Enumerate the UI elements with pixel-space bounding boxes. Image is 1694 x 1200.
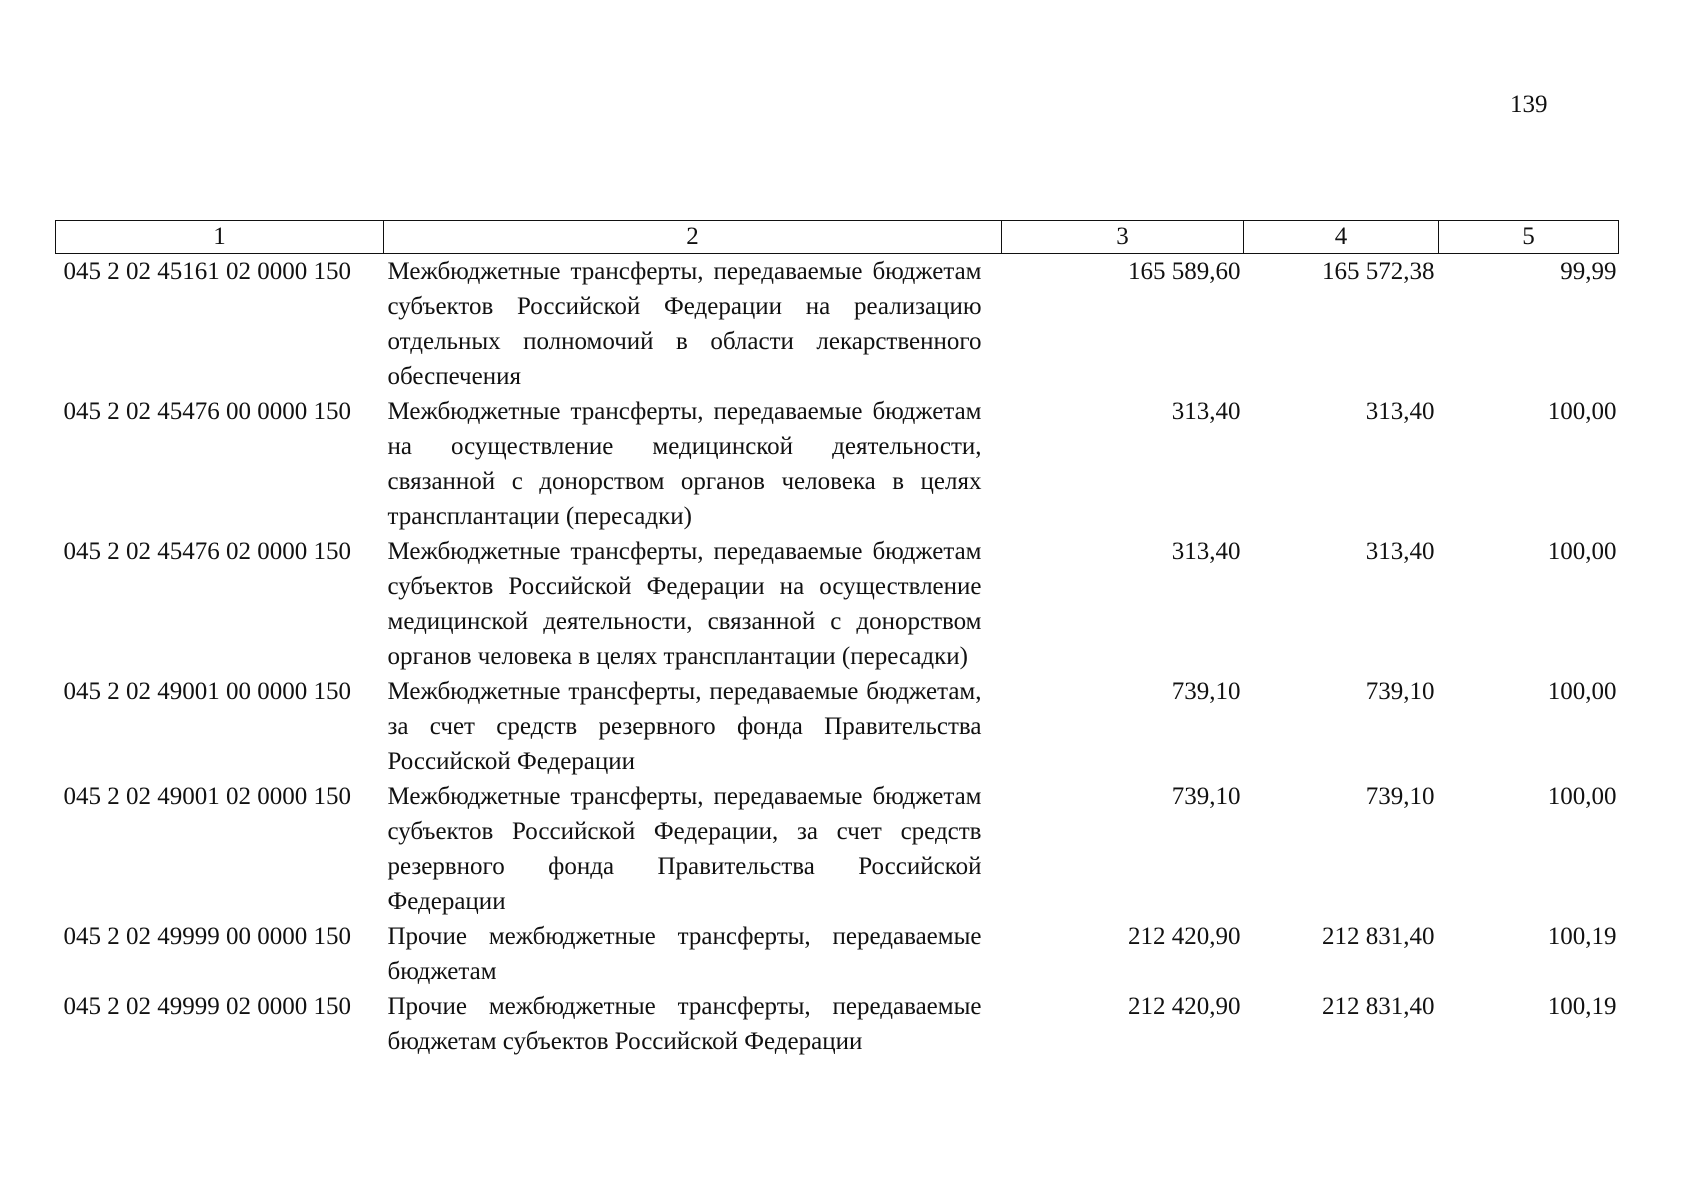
executed-value: 739,10 xyxy=(1365,678,1435,705)
row-description: Межбюджетные трансферты, передаваемые бюджетам субъектов Российской Федерации, за счет средств резервного фонда Правительства Российской Федерации xyxy=(387,783,982,915)
table-row xyxy=(56,394,1619,534)
page-number: 139 xyxy=(1510,91,1548,118)
executed-value: 165 572,38 xyxy=(1322,258,1435,285)
budget-code: 045 2 02 45161 02 0000 150 xyxy=(63,258,351,285)
percent-value: 100,00 xyxy=(1547,678,1617,705)
budget-code: 045 2 02 49999 02 0000 150 xyxy=(63,993,351,1020)
row-description: Прочие межбюджетные трансферты, передаваемые бюджетам субъектов Российской Федерации xyxy=(387,993,982,1055)
budget-table xyxy=(55,220,1619,1059)
percent-value: 100,19 xyxy=(1547,923,1617,950)
table-body xyxy=(56,254,1619,1060)
percent-value: 100,19 xyxy=(1547,993,1617,1020)
budget-code: 045 2 02 49001 02 0000 150 xyxy=(63,783,351,810)
budget-code: 045 2 02 49001 00 0000 150 xyxy=(63,678,351,705)
table-row xyxy=(56,674,1619,779)
header-col-4: 4 xyxy=(1244,221,1439,254)
budget-code: 045 2 02 45476 02 0000 150 xyxy=(63,538,351,565)
header-col-3: 3 xyxy=(1002,221,1244,254)
table-header xyxy=(56,221,1619,254)
header-row xyxy=(56,221,1619,254)
plan-value: 165 589,60 xyxy=(1128,258,1241,285)
header-col-2: 2 xyxy=(384,221,1002,254)
row-description: Межбюджетные трансферты, передаваемые бюджетам субъектов Российской Федерации на осуществление медицинской деятельности, связанной с донорством органов человека в целях трансплантации (пересадки) xyxy=(387,538,982,670)
table-row xyxy=(56,779,1619,919)
percent-value: 100,00 xyxy=(1547,398,1617,425)
table-row xyxy=(56,919,1619,989)
executed-value: 212 831,40 xyxy=(1322,923,1435,950)
plan-value: 313,40 xyxy=(1171,538,1241,565)
executed-value: 739,10 xyxy=(1365,783,1435,810)
budget-code: 045 2 02 49999 00 0000 150 xyxy=(63,923,351,950)
percent-value: 99,99 xyxy=(1560,258,1617,285)
percent-value: 100,00 xyxy=(1547,783,1617,810)
row-description: Прочие межбюджетные трансферты, передаваемые бюджетам xyxy=(387,923,982,985)
executed-value: 313,40 xyxy=(1365,398,1435,425)
row-description: Межбюджетные трансферты, передаваемые бюджетам субъектов Российской Федерации на реализацию отдельных полномочий в области лекарственного обеспечения xyxy=(387,258,982,390)
executed-value: 313,40 xyxy=(1365,538,1435,565)
budget-code: 045 2 02 45476 00 0000 150 xyxy=(63,398,351,425)
row-description: Межбюджетные трансферты, передаваемые бюджетам на осуществление медицинской деятельности, связанной с донорством органов человека в целях трансплантации (пересадки) xyxy=(387,398,982,530)
budget-table-container xyxy=(55,220,1618,1059)
plan-value: 313,40 xyxy=(1171,398,1241,425)
table-row xyxy=(56,989,1619,1059)
plan-value: 212 420,90 xyxy=(1128,993,1241,1020)
plan-value: 212 420,90 xyxy=(1128,923,1241,950)
row-description: Межбюджетные трансферты, передаваемые бюджетам, за счет средств резервного фонда Правительства Российской Федерации xyxy=(387,678,982,775)
plan-value: 739,10 xyxy=(1171,678,1241,705)
table-row xyxy=(56,254,1619,395)
table-row xyxy=(56,534,1619,674)
header-col-1: 1 xyxy=(56,221,384,254)
plan-value: 739,10 xyxy=(1171,783,1241,810)
header-col-5: 5 xyxy=(1439,221,1619,254)
percent-value: 100,00 xyxy=(1547,538,1617,565)
executed-value: 212 831,40 xyxy=(1322,993,1435,1020)
